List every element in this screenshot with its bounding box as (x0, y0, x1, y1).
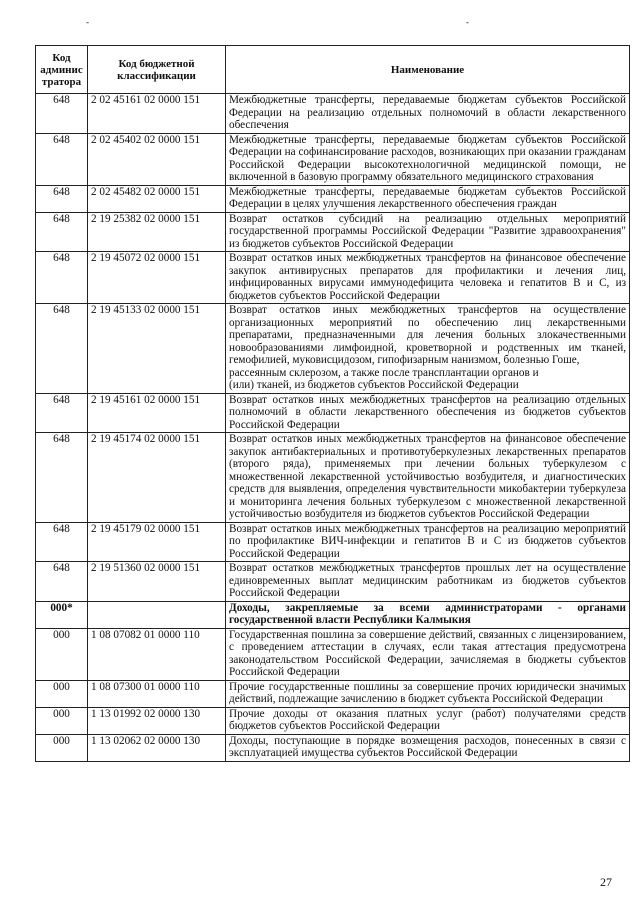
table-row (36, 522, 630, 562)
cell-budget-code: 2 02 45482 02 0000 151 (88, 185, 226, 212)
cell-admin-code: 648 (36, 522, 88, 562)
table-row (36, 628, 630, 680)
table-row (36, 304, 630, 394)
table-row (36, 680, 630, 707)
column-header-name: Наименование (226, 46, 630, 94)
cell-admin-code: 648 (36, 133, 88, 185)
table-row (36, 133, 630, 185)
cell-admin-code: 000 (36, 734, 88, 761)
cell-budget-code: 1 08 07300 01 0000 110 (88, 680, 226, 707)
table-row (36, 185, 630, 212)
cell-budget-code: 2 02 45161 02 0000 151 (88, 94, 226, 134)
cell-admin-code: 000 (36, 707, 88, 734)
cell-admin-code: 648 (36, 562, 88, 602)
column-header-budget-code: Код бюджетной классификации (88, 46, 226, 94)
table-body (36, 94, 630, 762)
cell-budget-code: 1 08 07082 01 0000 110 (88, 628, 226, 680)
cell-name: Государственная пошлина за совершение действий, связанных с лицензированием, с проведением аттестации в случаях, если такая аттестация предусмотрена законодательством Российской Федерации, зачисляемая в бюджеты субъектов Российской Федерации (226, 628, 630, 680)
cell-name: Межбюджетные трансферты, передаваемые бюджетам субъектов Российской Федерации в целях улучшения лекарственного обеспечения граждан (226, 185, 630, 212)
cell-name: Прочие доходы от оказания платных услуг (работ) получателями средств бюджетов субъектов Российской Федерации (226, 707, 630, 734)
cell-admin-code: 648 (36, 185, 88, 212)
cell-name: Возврат остатков иных межбюджетных трансфертов на финансовое обеспечение закупок антивирусных препаратов для профилактики и лечения лиц, инфицированных вирусами иммунодефицита человека и гепатитов В и С, из бюджетов субъектов Российской Федерации (226, 252, 630, 304)
cell-name: Возврат остатков иных межбюджетных трансфертов на финансовое обеспечение закупок антибактериальных и противотуберкулезных лекарственных препаратов (второго ряда), применяемых при лечении больных туберкулезом с множественной лекарственной устойчивостью возбудителя, и диагностических средств для выявления, определения чувствительности микобактерии туберкулеза и мониторинга лечения больных туберкулезом с множественной лекарственной устойчивостью возбудителя из бюджетов субъектов Российской Федерации (226, 433, 630, 523)
header-mark-left: - (86, 17, 89, 27)
table-group-row (36, 601, 630, 628)
cell-budget-code: 2 19 51360 02 0000 151 (88, 562, 226, 602)
table-row (36, 734, 630, 761)
cell-budget-code: 1 13 01992 02 0000 130 (88, 707, 226, 734)
cell-budget-code: 2 19 45072 02 0000 151 (88, 252, 226, 304)
cell-budget-code: 2 19 45161 02 0000 151 (88, 393, 226, 433)
cell-admin-code: 648 (36, 212, 88, 252)
cell-name: Прочие государственные пошлины за совершение прочих юридически значимых действий, подлежащие зачислению в бюджет субъекта Российской Федерации (226, 680, 630, 707)
cell-admin-code: 000 (36, 628, 88, 680)
table-row (36, 433, 630, 523)
cell-admin-code: 648 (36, 304, 88, 394)
budget-classification-table (35, 45, 630, 762)
cell-name: Возврат остатков субсидий на реализацию отдельных мероприятий государственной программы Российской Федерации "Развитие здравоохранения" из бюджетов субъектов Российской Федерации (226, 212, 630, 252)
cell-admin-code: 000* (36, 601, 88, 628)
cell-admin-code: 648 (36, 433, 88, 523)
cell-name: Возврат остатков межбюджетных трансфертов прошлых лет на осуществление единовременных выплат медицинским работникам из бюджетов субъектов Российской Федерации (226, 562, 630, 602)
column-header-admin-code: Код админис тратора (36, 46, 88, 94)
cell-name: Доходы, поступающие в порядке возмещения расходов, понесенных в связи с эксплуатацией имущества субъектов Российской Федерации (226, 734, 630, 761)
cell-budget-code: 2 19 45174 02 0000 151 (88, 433, 226, 523)
cell-budget-code: 2 02 45402 02 0000 151 (88, 133, 226, 185)
cell-budget-code: 1 13 02062 02 0000 130 (88, 734, 226, 761)
cell-budget-code: 2 19 45133 02 0000 151 (88, 304, 226, 394)
table-row (36, 212, 630, 252)
cell-admin-code: 000 (36, 680, 88, 707)
cell-name: Возврат остатков иных межбюджетных трансфертов на осуществление организационных мероприятий по обеспечению лиц лекарственными препаратами, предназначенными для лечения больных злокачественными новообразованиями лимфоидной, кроветворной и родственных им тканей, гемофилией, муковисцидозом, гипофизарным нанизмом, болезнью Гоше, рассеянным склерозом, а также после трансплантации органов и (или) тканей, из бюджетов субъектов Российской Федерации (226, 304, 630, 394)
cell-admin-code: 648 (36, 94, 88, 134)
table-row (36, 707, 630, 734)
cell-name: Межбюджетные трансферты, передаваемые бюджетам субъектов Российской Федерации на софинансирование расходов, возникающих при оказании гражданам Российской Федерации высокотехнологичной медицинской помощи, не включенной в базовую программу обязательного медицинского страхования (226, 133, 630, 185)
cell-name: Возврат остатков иных межбюджетных трансфертов на реализацию мероприятий по профилактике ВИЧ-инфекции и гепатитов В и С из бюджетов субъектов Российской Федерации (226, 522, 630, 562)
cell-admin-code: 648 (36, 393, 88, 433)
table-row (36, 393, 630, 433)
header-mark-right: - (466, 17, 469, 27)
cell-budget-code (88, 601, 226, 628)
cell-name: Доходы, закрепляемые за всеми администраторами - органами государственной власти Республики Калмыкия (226, 601, 630, 628)
page-number: 27 (600, 875, 612, 889)
cell-name: Межбюджетные трансферты, передаваемые бюджетам субъектов Российской Федерации на реализацию отдельных полномочий в области лекарственного обеспечения (226, 94, 630, 134)
cell-name: Возврат остатков иных межбюджетных трансфертов на реализацию отдельных полномочий в области лекарственного обеспечения из бюджетов субъектов Российской Федерации (226, 393, 630, 433)
cell-admin-code: 648 (36, 252, 88, 304)
cell-budget-code: 2 19 25382 02 0000 151 (88, 212, 226, 252)
table-row (36, 252, 630, 304)
table-row (36, 94, 630, 134)
cell-budget-code: 2 19 45179 02 0000 151 (88, 522, 226, 562)
table-row (36, 562, 630, 602)
table-header-row (36, 46, 630, 94)
